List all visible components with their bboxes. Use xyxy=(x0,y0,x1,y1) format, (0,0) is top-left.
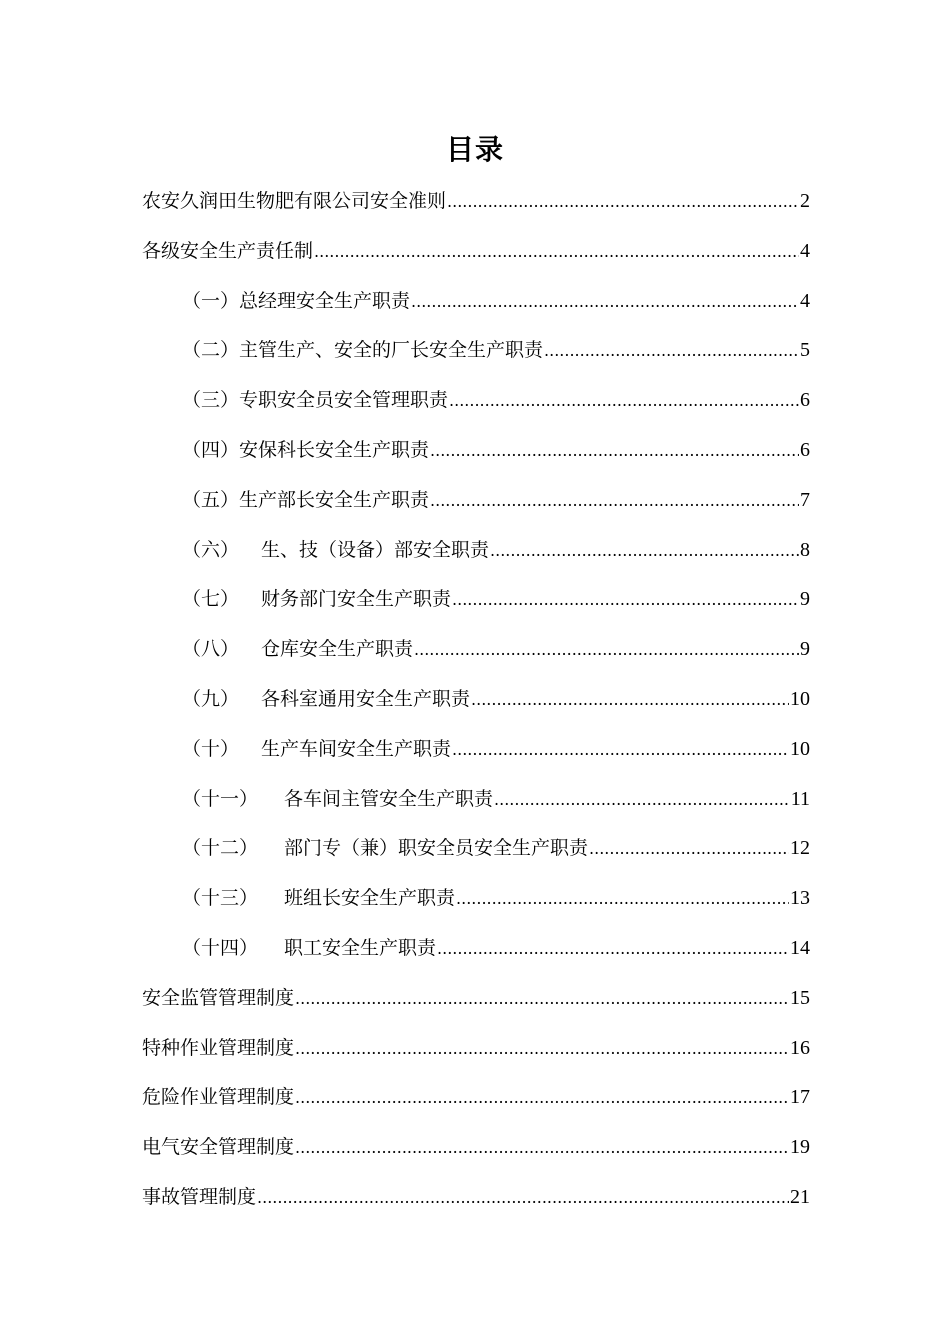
toc-leader-dots xyxy=(452,729,789,771)
toc-page-number: 12 xyxy=(790,837,810,860)
toc-entry-label: 生产车间安全生产职责 xyxy=(261,737,452,760)
toc-subentry[interactable] xyxy=(142,529,810,579)
toc-leader-dots xyxy=(257,1177,789,1219)
toc-page-number: 10 xyxy=(790,687,810,710)
toc-page-number: 10 xyxy=(790,737,810,760)
toc-page-number: 4 xyxy=(800,239,810,262)
toc-title: 目录 xyxy=(445,133,504,166)
toc-entry-label: 各车间主管安全生产职责 xyxy=(284,787,494,810)
toc-page-number: 5 xyxy=(800,339,810,362)
toc-leader-dots xyxy=(452,579,799,621)
toc-entry[interactable] xyxy=(142,1076,810,1126)
toc-leader-dots xyxy=(471,679,789,721)
toc-leader-dots xyxy=(430,430,799,472)
toc-entry-number: （十三） xyxy=(182,887,259,910)
toc-entry-label: 专职安全员安全管理职责 xyxy=(239,389,449,412)
toc-page-number: 16 xyxy=(790,1036,810,1059)
toc-subentry[interactable] xyxy=(142,927,810,977)
toc-leader-dots xyxy=(430,480,799,522)
toc-subentry[interactable] xyxy=(142,778,810,828)
toc-subentry[interactable] xyxy=(142,479,810,529)
toc-subentry[interactable] xyxy=(142,578,810,628)
toc-page-number: 2 xyxy=(800,190,810,212)
toc-page-number: 6 xyxy=(800,389,810,412)
toc-entry-label-group xyxy=(182,728,451,770)
toc-entry-label: 职工安全生产职责 xyxy=(284,936,437,959)
toc-subentry[interactable] xyxy=(142,628,810,678)
toc-entry-label: 安全监管管理制度 xyxy=(142,986,295,1009)
toc-page-number: 9 xyxy=(800,638,810,661)
toc-entry-label: 仓库安全生产职责 xyxy=(261,638,414,661)
toc-entry[interactable] xyxy=(142,1027,810,1077)
toc-subentry[interactable] xyxy=(142,429,810,479)
toc-page-number: 14 xyxy=(790,936,810,959)
toc-entry-number: （六） xyxy=(182,538,240,561)
toc-list xyxy=(142,180,810,1226)
toc-entry-label-group xyxy=(182,379,448,421)
toc-subentry[interactable] xyxy=(142,877,810,927)
toc-entry-label: 总经理安全生产职责 xyxy=(239,289,411,312)
toc-entry-label-group xyxy=(182,529,489,571)
toc-leader-dots xyxy=(295,1127,789,1169)
toc-entry-label: 各科室通用安全生产职责 xyxy=(261,687,471,710)
toc-page-number: 8 xyxy=(800,538,810,561)
toc-entry-label: 财务部门安全生产职责 xyxy=(261,588,452,611)
toc-entry-number: （七） xyxy=(182,588,240,611)
toc-entry-label: 生产部长安全生产职责 xyxy=(239,488,430,511)
toc-entry-number: （十） xyxy=(182,737,240,760)
toc-leader-dots xyxy=(589,828,789,870)
toc-entry-label-group xyxy=(182,778,493,820)
toc-entry-label-group xyxy=(182,479,429,521)
toc-leader-dots xyxy=(314,231,799,273)
toc-page-number: 4 xyxy=(800,289,810,312)
toc-entry-label-group xyxy=(182,329,543,371)
toc-page-number: 13 xyxy=(790,887,810,910)
toc-subentry[interactable] xyxy=(142,329,810,379)
toc-leader-dots xyxy=(456,878,789,920)
toc-entry-label: 特种作业管理制度 xyxy=(142,1036,295,1059)
toc-entry-label: 部门专（兼）职安全员安全生产职责 xyxy=(284,837,589,860)
toc-entry-label-group xyxy=(182,827,588,869)
toc-subentry[interactable] xyxy=(142,379,810,429)
toc-page-number: 15 xyxy=(790,986,810,1009)
toc-entry-label: 安保科长安全生产职责 xyxy=(239,438,430,461)
toc-entry-label: 事故管理制度 xyxy=(142,1185,257,1208)
toc-entry-label-group xyxy=(182,280,410,322)
toc-page-number: 21 xyxy=(790,1185,810,1208)
toc-entry-label-group xyxy=(182,429,429,471)
toc-leader-dots xyxy=(447,181,799,223)
toc-page-number: 17 xyxy=(790,1086,810,1109)
toc-entry-number: （九） xyxy=(182,687,240,710)
toc-page-number: 6 xyxy=(800,438,810,461)
toc-entry-number: （八） xyxy=(182,638,240,661)
toc-leader-dots xyxy=(295,1077,789,1119)
toc-page-number: 7 xyxy=(800,488,810,511)
toc-leader-dots xyxy=(490,530,799,572)
toc-leader-dots xyxy=(295,1028,789,1070)
toc-entry[interactable] xyxy=(142,1126,810,1176)
toc-entry-label-group xyxy=(182,678,470,720)
toc-entry-number: （三） xyxy=(182,389,240,412)
toc-entry-number: （二） xyxy=(182,339,240,362)
toc-entry-label: 电气安全管理制度 xyxy=(142,1136,295,1159)
toc-subentry[interactable] xyxy=(142,678,810,728)
toc-entry-label-group xyxy=(182,578,451,620)
toc-entry-number: （十四） xyxy=(182,936,259,959)
toc-entry-number: （十一） xyxy=(182,787,259,810)
toc-page-number: 9 xyxy=(800,588,810,611)
toc-subentry[interactable] xyxy=(142,728,810,778)
toc-entry-label: 主管生产、安全的厂长安全生产职责 xyxy=(239,339,544,362)
toc-leader-dots xyxy=(544,330,799,372)
toc-entry[interactable] xyxy=(142,180,810,230)
toc-entry-label-group xyxy=(182,628,413,670)
toc-entry-label: 危险作业管理制度 xyxy=(142,1086,295,1109)
toc-leader-dots xyxy=(295,978,789,1020)
toc-entry-label: 班组长安全生产职责 xyxy=(284,887,456,910)
toc-entry-number: （十二） xyxy=(182,837,259,860)
toc-entry-number: （四） xyxy=(182,438,240,461)
toc-entry-number: （一） xyxy=(182,289,240,312)
toc-entry-label: 农安久润田生物肥有限公司安全准则 xyxy=(142,190,447,212)
toc-entry-label: 各级安全生产责任制 xyxy=(142,239,314,262)
toc-page-number: 11 xyxy=(790,787,810,810)
toc-leader-dots xyxy=(414,629,799,671)
toc-entry[interactable] xyxy=(142,977,810,1027)
toc-entry[interactable] xyxy=(142,230,810,280)
toc-leader-dots xyxy=(411,281,799,323)
toc-leader-dots xyxy=(449,380,799,422)
toc-leader-dots xyxy=(494,779,790,821)
toc-entry-label: 生、技（设备）部安全职责 xyxy=(261,538,490,561)
toc-subentry[interactable] xyxy=(142,280,810,330)
toc-entry[interactable] xyxy=(142,1176,810,1226)
toc-subentry[interactable] xyxy=(142,827,810,877)
toc-leader-dots xyxy=(437,928,789,970)
toc-entry-label-group xyxy=(182,877,455,919)
toc-entry-number: （五） xyxy=(182,488,240,511)
toc-page-number: 19 xyxy=(790,1136,810,1159)
toc-entry-label-group xyxy=(182,927,436,969)
